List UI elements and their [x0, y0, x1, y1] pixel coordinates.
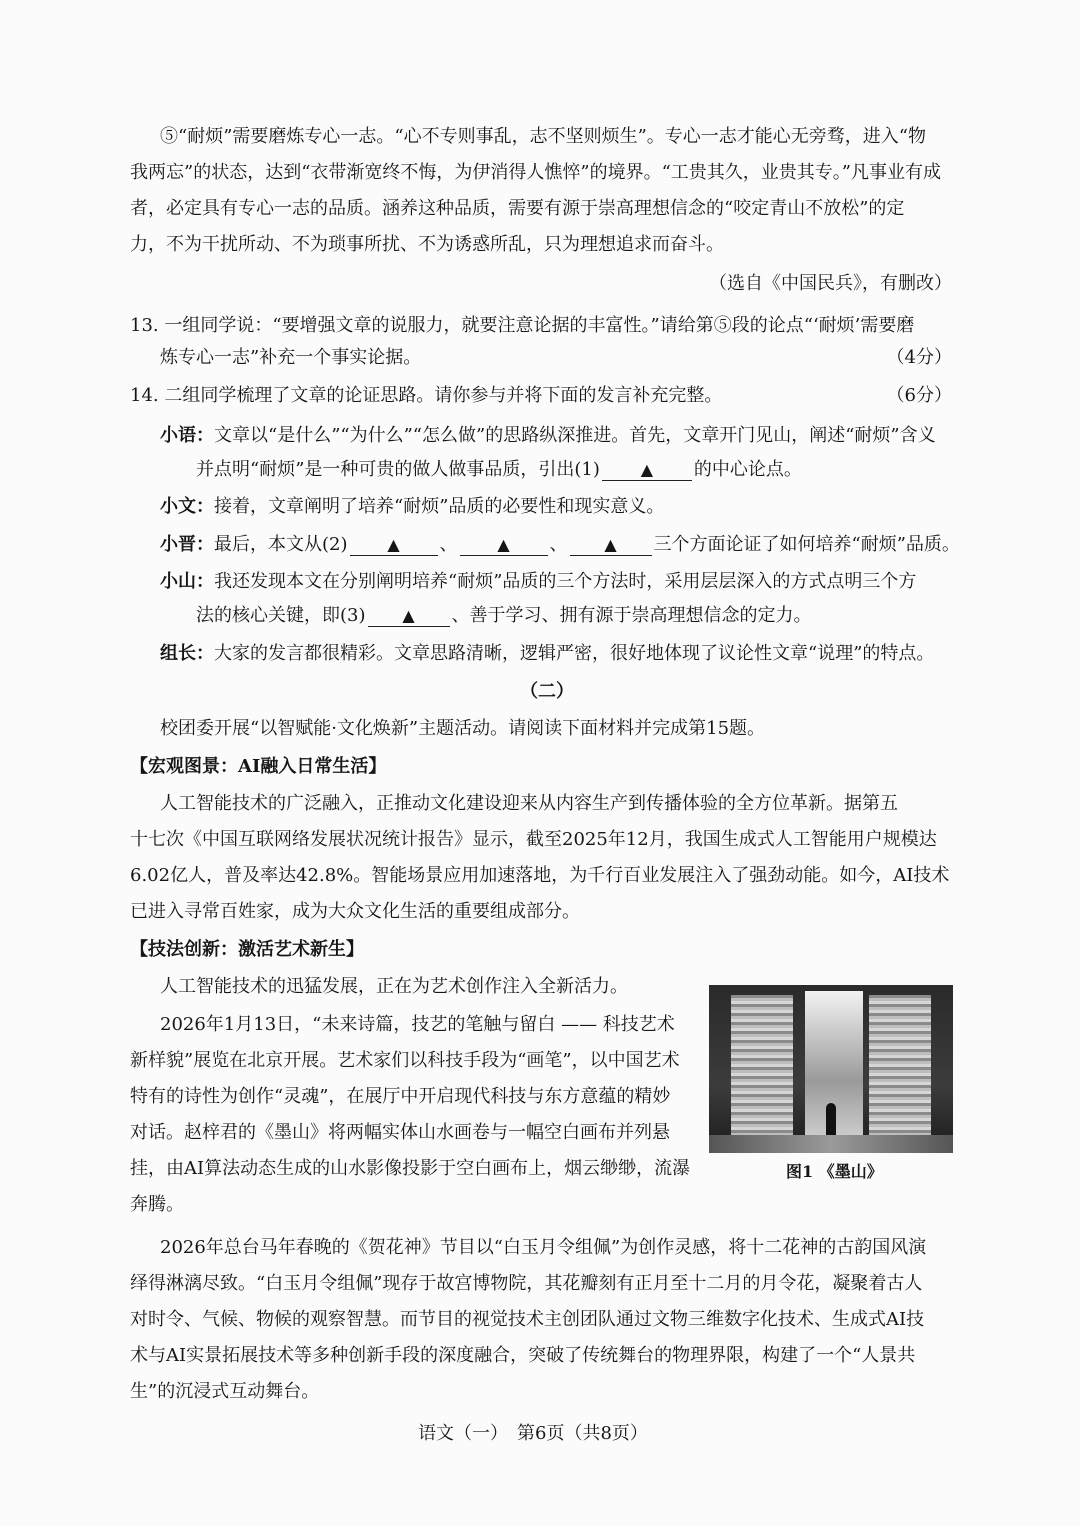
- question-13-points: （4分）: [886, 347, 952, 368]
- dialogue-leader: [160, 642, 934, 666]
- essay-line: 力，不为干扰所动、不为琐事所扰、不为诱惑所乱，只为理想追求而奋斗。: [130, 234, 724, 255]
- dialogue-text: 并点明“耐烦”是一种可贵的做人做事品质，引出(1): [196, 459, 600, 480]
- tech-line: 奔腾。: [130, 1194, 184, 1215]
- macro-line: 十七次《中国互联网络发展状况统计报告》显示，截至2025年12月，我国生成式人工智能用户规模达: [130, 829, 937, 850]
- triangle-mark-icon: ▲: [640, 460, 654, 479]
- tech-line: 对话。赵梓君的《墨山》将两幅实体山水画卷与一幅空白画布并列悬: [130, 1122, 670, 1143]
- gallery-floor: [709, 1135, 953, 1153]
- essay-line: ⑤“耐烦”需要磨炼专心一志。“心不专则事乱，志不坚则烦生”。专心一志才能心无旁骛，进入“物: [160, 126, 927, 147]
- dialogue-text: 大家的发言都很精彩。文章思路清晰，逻辑严密，很好地体现了议论性文章“说理”的特点。: [214, 643, 935, 664]
- answer-blank-2a[interactable]: [350, 535, 438, 556]
- gala-line: 生”的沉浸式互动舞台。: [130, 1381, 320, 1402]
- material-title-macro: 【宏观图景：AI融入日常生活】: [130, 756, 387, 777]
- right-scroll-painting: [869, 995, 931, 1145]
- essay-source: （选自《中国民兵》，有删改）: [709, 273, 952, 294]
- tech-line: 2026年1月13日，“未来诗篇，技艺的笔触与留白 —— 科技艺术: [160, 1014, 675, 1035]
- speaker-name: 小晋：: [160, 534, 214, 555]
- question-14-points: （6分）: [886, 385, 952, 406]
- separator: 、: [549, 534, 568, 555]
- dialogue-xiaoyu: [160, 424, 936, 448]
- left-scroll-painting: [731, 995, 793, 1145]
- gala-line: 绎得淋漓尽致。“白玉月令组佩”现存于故宫博物院，其花瓣刻有正月至十二月的月令花，凝聚着古人: [130, 1273, 923, 1294]
- macro-line: 人工智能技术的广泛融入，正推动文化建设迎来从内容生产到传播体验的全方位革新。据第五: [160, 793, 898, 814]
- question-13-cont: 炼专心一志”补充一个事实论据。: [160, 347, 422, 368]
- answer-blank-3[interactable]: [368, 606, 450, 627]
- dialogue-xiaowen: [160, 495, 664, 519]
- material-title-tech: 【技法创新：激活艺术新生】: [130, 939, 364, 960]
- gala-line: 术与AI实景拓展技术等多种创新手段的深度融合，突破了传统舞台的物理界限，构建了一个“人景共: [130, 1345, 916, 1366]
- dialogue-xiaoshan-cont: [196, 604, 812, 628]
- triangle-mark-icon: ▲: [402, 606, 415, 625]
- figure-caption: 图1 《墨山》: [786, 1162, 883, 1181]
- answer-blank-2c[interactable]: [570, 535, 652, 556]
- question-13: 13. 一组同学说：“要增强文章的说服力，就要注意论据的丰富性。”请给第⑤段的论点“‘耐烦’需要磨: [130, 315, 915, 336]
- page-footer: 语文（一） 第6页（共8页）: [418, 1423, 648, 1444]
- triangle-mark-icon: ▲: [497, 535, 510, 554]
- section-intro: 校团委开展“以智赋能·文化焕新”主题活动。请阅读下面材料并完成第15题。: [160, 718, 766, 739]
- visitor-silhouette: [826, 1103, 836, 1137]
- triangle-mark-icon: ▲: [604, 535, 617, 554]
- gala-line: 对时令、气候、物候的观察智慧。而节目的视觉技术主创团队通过文物三维数字化技术、生成式AI技: [130, 1309, 925, 1330]
- essay-line: 我两忘”的状态，达到“衣带渐宽终不悔，为伊消得人憔悴”的境界。“工贵其久，业贵其专。”凡事业有成: [130, 162, 942, 183]
- dialogue-text: 文章以“是什么”“为什么”“怎么做”的思路纵深推进。首先，文章开门见山，阐述“耐烦”含义: [214, 425, 936, 446]
- dialogue-xiaoyu-cont: [196, 458, 802, 482]
- dialogue-text: 我还发现本文在分别阐明培养“耐烦”品质的三个方法时，采用层层深入的方式点明三个方: [214, 571, 917, 592]
- separator: 、: [439, 534, 458, 555]
- dialogue-text: 最后，本文从(2): [214, 534, 348, 555]
- speaker-name: 小山：: [160, 571, 214, 592]
- speaker-name: 小语：: [160, 425, 214, 446]
- answer-blank-2b[interactable]: [460, 535, 548, 556]
- dialogue-text: 法的核心关键，即(3): [196, 605, 366, 626]
- speaker-name: 小文：: [160, 496, 214, 517]
- triangle-mark-icon: ▲: [387, 535, 400, 554]
- tech-line: 人工智能技术的迅猛发展，正在为艺术创作注入全新活力。: [160, 976, 628, 997]
- tech-line: 新样貌”展览在北京开展。艺术家们以科技手段为“画笔”，以中国艺术: [130, 1050, 680, 1071]
- dialogue-xiaojin: [160, 533, 960, 557]
- section-heading: （二）: [520, 681, 574, 702]
- tech-line: 挂，由AI算法动态生成的山水影像投影于空白画布上，烟云缈缈，流瀑: [130, 1158, 691, 1179]
- essay-line: 者，必定具有专心一志的品质。涵养这种品质，需要有源于崇高理想信念的“咬定青山不放松”的定: [130, 198, 905, 219]
- dialogue-text: 、善于学习、拥有源于崇高理想信念的定力。: [451, 605, 812, 626]
- macro-line: 6.02亿人，普及率达42.8%。智能场景应用加速落地，为千行百业发展注入了强劲动能。如今，AI技术: [130, 865, 950, 886]
- speaker-name: 组长：: [160, 643, 214, 664]
- question-14: 14. 二组同学梳理了文章的论证思路。请你参与并将下面的发言补充完整。: [130, 385, 723, 406]
- gala-line: 2026年总台马年春晚的《贺花神》节目以“白玉月令组佩”为创作灵感，将十二花神的古韵国风演: [160, 1237, 927, 1258]
- dialogue-text: 三个方面论证了如何培养“耐烦”品质。: [653, 534, 960, 555]
- dialogue-text: 接着，文章阐明了培养“耐烦”品质的必要性和现实意义。: [214, 496, 665, 517]
- macro-line: 已进入寻常百姓家，成为大众文化生活的重要组成部分。: [130, 901, 580, 922]
- tech-line: 特有的诗性为创作“灵魂”，在展厅中开启现代科技与东方意蕴的精妙: [130, 1086, 671, 1107]
- answer-blank-1[interactable]: [602, 460, 692, 481]
- figure-moshan-photo: [709, 985, 953, 1153]
- dialogue-xiaoshan: [160, 570, 916, 594]
- dialogue-text: 的中心论点。: [693, 459, 802, 480]
